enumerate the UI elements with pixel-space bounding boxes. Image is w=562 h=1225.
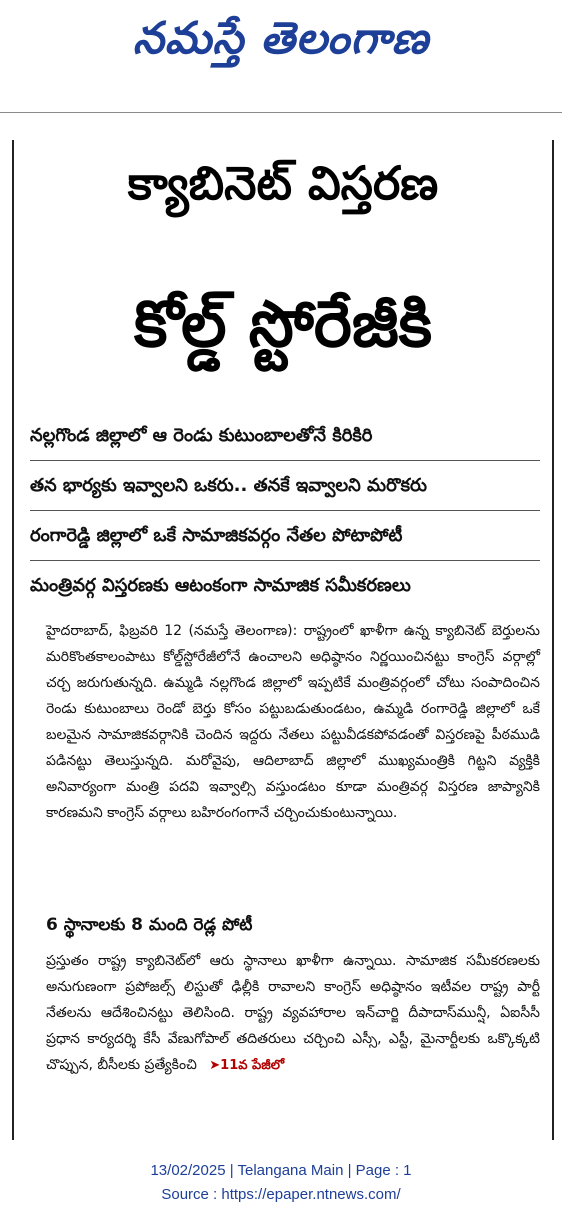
deck-line-3: రంగారెడ్డి జిల్లాలో ఒకే సామాజికవర్గం నేతల పోటాపోటీ: [30, 525, 403, 546]
headline-line-1: క్యాబినెట్ విస్తరణ: [127, 156, 439, 210]
deck-line-1: నల్లగొండ జిల్లాలో ఆ రెండు కుటుంబాలతోనే కిరికిరి: [30, 425, 373, 446]
continued-on-page-link[interactable]: ➤11వ పేజీలో: [209, 1058, 285, 1073]
body-paragraph-2: [46, 948, 540, 1079]
masthead: [0, 4, 562, 74]
body-paragraph-2-text: ప్రస్తుతం రాష్ట్ర క్యాబినెట్‌లో ఆరు స్థానాలు ఖాళీగా ఉన్నాయి. సామాజిక సమీకరణలకు అనుగుణంగా ప్రపోజల్స్ లిస్టుతో ఢిల్లీకి రావాలని కాంగ్రెస్ అధిష్ఠానం ఇటీవల రాష్ట్ర పార్టీ నేతలను ఆదేశించినట్టు తెలిసింది. రాష్ట్ర వ్యవహారాల ఇన్‌చార్జి దీపాదాస్‌మున్షీ, ఏఐసీసీ ప్రధాన కార్యదర్శి కేసీ వేణుగోపాల్ తదితరులు చర్చించి ఎస్సీ, ఎస్టీ, మైనార్టీలకు ఒక్కొక్కటి చొప్పున, బీసీలకు ప్రత్యేకించి: [46, 953, 540, 1073]
footer-source: Source : https://epaper.ntnews.com/: [161, 1186, 401, 1203]
masthead-divider: [0, 112, 562, 113]
deck-divider: [30, 510, 540, 511]
article: [12, 140, 554, 1140]
headline-line-2: కోల్డ్ స్టోరేజీకి: [133, 288, 433, 362]
subheading: 6 స్థానాలకు 8 మంది రెడ్ల పోటీ: [46, 915, 253, 935]
deck-divider: [30, 460, 540, 461]
masthead-title: నమస్తే తెలంగాణ: [132, 13, 430, 64]
deck-divider: [30, 560, 540, 561]
body-paragraph-1: హైదరాబాద్, ఫిబ్రవరి 12 (నమస్తే తెలంగాణ): రాష్ట్రంలో ఖాళీగా ఉన్న క్యాబినెట్ బెర్తులను మరికొంతకాలంపాటు కోల్డ్‌స్టోరేజీలోనే ఉంచాలని అధిష్ఠానం నిర్ణయించినట్టు కాంగ్రెస్ వర్గాల్లో చర్చ జరుగుతున్నది. ఉమ్మడి నల్లగొండ జిల్లాలో ఇప్పటికే మంత్రివర్గంలో చోటు సంపాదించిన రెండు కుటుంబాలు రెండో బెర్తు కోసం పట్టుబడుతుండటం, ఉమ్మడి రంగారెడ్డి జిల్లాలో ఒకే బలమైన సామాజికవర్గానికి చెందిన ఇద్దరు నేతలు పట్టువీడకపోవడంతో విస్తరణపై పీఠముడి పడినట్టు తెలుస్తున్నది. మరోవైపు, ఆదిలాబాద్ జిల్లాలో ముఖ్యమంత్రికి గిట్టని వ్యక్తికి అనివార్యంగా మంత్రి పదవి ఇవ్వాల్సి వస్తుండటం కూడా మంత్రివర్గ విస్తరణ జాప్యానికి కారణమని కాంగ్రెస్ వర్గాలు బహిరంగంగానే చర్చించుకుంటున్నాయి.: [46, 623, 540, 821]
footer-edition-info: 13/02/2025 | Telangana Main | Page : 1: [150, 1162, 412, 1179]
deck-line-4: మంత్రివర్గ విస్తరణకు ఆటంకంగా సామాజిక సమీకరణలు: [30, 575, 411, 596]
deck-line-2: తన భార్యకు ఇవ్వాలని ఒకరు.. తనకే ఇవ్వాలని మరొకరు: [30, 475, 427, 496]
